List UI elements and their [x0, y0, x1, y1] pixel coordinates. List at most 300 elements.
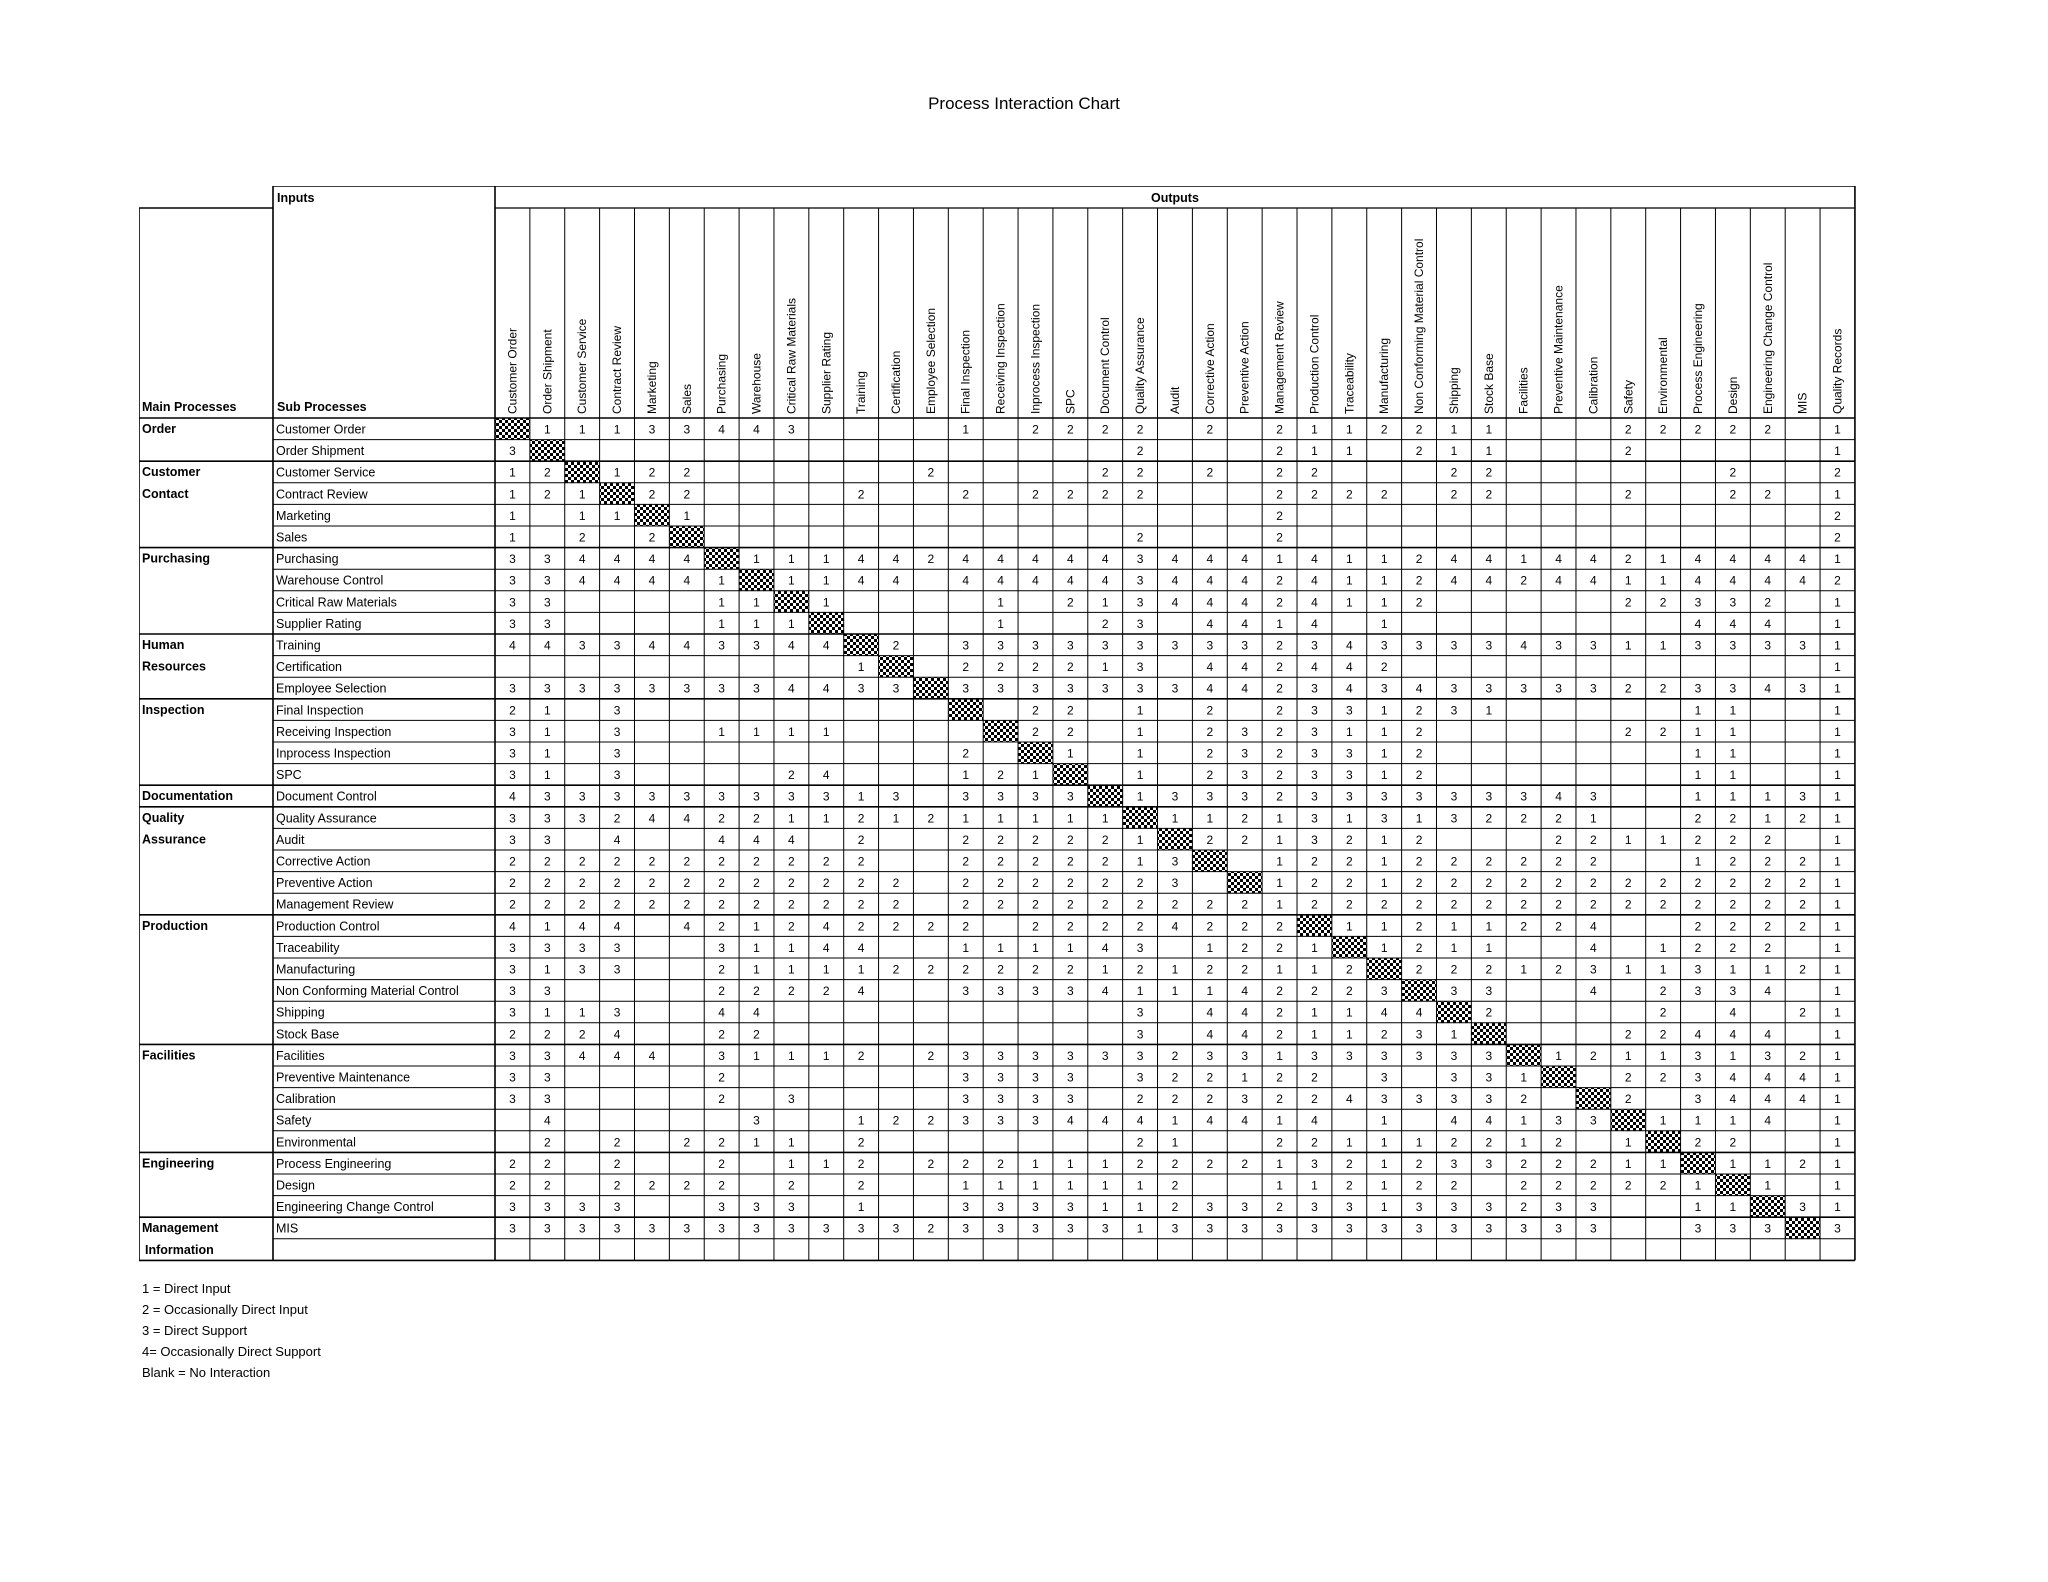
interaction-value: 3 — [1415, 1221, 1423, 1236]
interaction-value: 3 — [1380, 1048, 1388, 1063]
interaction-value: 2 — [1624, 1178, 1632, 1193]
interaction-value: 1 — [1834, 1200, 1841, 1215]
interaction-value: 2 — [1345, 876, 1353, 891]
interaction-value: 2 — [509, 1027, 516, 1042]
interaction-value: 3 — [753, 681, 760, 696]
interaction-value: 3 — [1032, 1092, 1039, 1107]
interaction-value: 1 — [1311, 444, 1318, 459]
interaction-value: 3 — [648, 789, 656, 804]
interaction-value: 1 — [857, 660, 865, 675]
interaction-value: 3 — [1485, 1070, 1493, 1085]
interaction-value: 1 — [1032, 940, 1039, 955]
interaction-value: 3 — [648, 422, 656, 437]
sub-process-label: MIS — [276, 1221, 299, 1236]
interaction-value: 2 — [683, 465, 691, 480]
interaction-value: 2 — [1520, 573, 1528, 588]
column-header: Preventive Maintenance — [1551, 285, 1566, 414]
interaction-value: 2 — [1415, 876, 1423, 891]
column-header: Stock Base — [1481, 353, 1496, 414]
interaction-value: 1 — [1101, 595, 1109, 610]
column-header: Receiving Inspection — [993, 303, 1008, 414]
interaction-value: 2 — [1520, 897, 1528, 912]
interaction-value: 4 — [1206, 1027, 1214, 1042]
sub-process-label: Quality Assurance — [276, 811, 377, 826]
interaction-value: 3 — [509, 1070, 516, 1085]
diagonal-cell — [1158, 828, 1193, 850]
interaction-value: 2 — [1276, 660, 1283, 675]
column-header: Design — [1725, 376, 1740, 414]
interaction-value: 3 — [1450, 1156, 1458, 1171]
interaction-value: 3 — [857, 681, 865, 696]
interaction-value: 2 — [1485, 487, 1493, 502]
interaction-value: 2 — [1032, 487, 1039, 502]
interaction-value: 4 — [648, 1048, 656, 1063]
interaction-value: 3 — [997, 1092, 1004, 1107]
interaction-value: 3 — [1101, 1221, 1109, 1236]
interaction-value: 2 — [1415, 919, 1423, 934]
interaction-value: 3 — [1450, 703, 1458, 718]
interaction-value: 1 — [1624, 1156, 1632, 1171]
interaction-value: 2 — [1590, 854, 1597, 869]
interaction-value: 4 — [1764, 1113, 1772, 1128]
interaction-value: 4 — [648, 811, 656, 826]
interaction-value: 3 — [1729, 984, 1737, 999]
interaction-value: 3 — [1136, 660, 1144, 675]
interaction-value: 3 — [613, 1005, 621, 1020]
interaction-value: 1 — [857, 962, 865, 977]
interaction-value: 4 — [753, 832, 760, 847]
interaction-value: 1 — [788, 940, 795, 955]
interaction-value: 2 — [1311, 984, 1318, 999]
interaction-value: 3 — [718, 789, 725, 804]
interaction-value: 2 — [1834, 573, 1841, 588]
interaction-value: 3 — [1136, 1070, 1144, 1085]
interaction-value: 2 — [927, 552, 935, 567]
interaction-value: 2 — [1032, 832, 1039, 847]
interaction-value: 3 — [1067, 681, 1074, 696]
interaction-value: 1 — [1136, 746, 1144, 761]
interaction-value: 1 — [1311, 940, 1318, 955]
interaction-value: 1 — [1834, 1156, 1841, 1171]
interaction-value: 1 — [1276, 811, 1283, 826]
column-header: Corrective Action — [1202, 323, 1217, 414]
interaction-value: 3 — [1032, 1113, 1039, 1128]
interaction-value: 2 — [1276, 638, 1283, 653]
diagonal-cell — [1018, 742, 1053, 764]
interaction-value: 2 — [1694, 811, 1702, 826]
interaction-value: 4 — [718, 422, 725, 437]
interaction-value: 4 — [1694, 1027, 1702, 1042]
sub-process-label: Purchasing — [276, 552, 339, 567]
interaction-value: 4 — [578, 1048, 586, 1063]
column-header: Training — [854, 371, 869, 414]
interaction-value: 2 — [1311, 487, 1318, 502]
interaction-value: 2 — [509, 854, 516, 869]
column-header: Engineering Change Control — [1760, 262, 1775, 414]
interaction-value: 1 — [1415, 811, 1423, 826]
interaction-value: 2 — [1624, 552, 1632, 567]
interaction-value: 1 — [1345, 811, 1353, 826]
interaction-value: 1 — [1834, 1178, 1841, 1193]
interaction-value: 2 — [1590, 1156, 1597, 1171]
sub-process-label: Facilities — [276, 1048, 325, 1063]
interaction-value: 1 — [543, 962, 551, 977]
interaction-value: 3 — [509, 1005, 516, 1020]
interaction-value: 1 — [753, 595, 760, 610]
interaction-value: 4 — [822, 681, 830, 696]
interaction-value: 1 — [543, 1005, 551, 1020]
interaction-value: 1 — [857, 1113, 865, 1128]
interaction-value: 2 — [1032, 724, 1039, 739]
interaction-value: 4 — [857, 573, 865, 588]
interaction-value: 1 — [718, 595, 725, 610]
main-process-label: Engineering — [142, 1156, 215, 1171]
interaction-value: 2 — [578, 854, 586, 869]
interaction-value: 1 — [1380, 854, 1388, 869]
interaction-value: 3 — [509, 681, 516, 696]
interaction-value: 2 — [578, 1027, 586, 1042]
interaction-value: 3 — [962, 1221, 970, 1236]
interaction-value: 3 — [543, 552, 551, 567]
interaction-value: 3 — [683, 789, 691, 804]
interaction-value: 1 — [822, 811, 830, 826]
interaction-value: 3 — [1345, 768, 1353, 783]
interaction-value: 3 — [509, 444, 516, 459]
interaction-value: 2 — [1067, 854, 1074, 869]
column-header: Critical Raw Materials — [784, 297, 799, 414]
diagonal-cell — [634, 504, 669, 526]
interaction-value: 3 — [857, 1221, 865, 1236]
interaction-value: 4 — [613, 573, 621, 588]
interaction-value: 1 — [1834, 681, 1841, 696]
interaction-value: 4 — [1206, 573, 1214, 588]
diagonal-cell — [1436, 1001, 1471, 1023]
diagonal-cell — [1367, 958, 1402, 980]
interaction-value: 2 — [1136, 1135, 1144, 1150]
interaction-value: 4 — [1241, 552, 1249, 567]
interaction-value: 1 — [1764, 962, 1772, 977]
interaction-value: 2 — [1555, 919, 1562, 934]
interaction-value: 2 — [1555, 1156, 1562, 1171]
interaction-value: 2 — [1694, 876, 1702, 891]
interaction-value: 1 — [1834, 832, 1841, 847]
interaction-value: 3 — [509, 1221, 516, 1236]
interaction-value: 2 — [1276, 1135, 1283, 1150]
interaction-value: 3 — [1241, 1200, 1249, 1215]
interaction-value: 1 — [822, 1156, 830, 1171]
interaction-value: 4 — [1311, 660, 1318, 675]
interaction-value: 3 — [1032, 1048, 1039, 1063]
interaction-value: 2 — [962, 897, 970, 912]
interaction-value: 1 — [1520, 1070, 1528, 1085]
interaction-value: 3 — [1345, 1048, 1353, 1063]
interaction-value: 1 — [1101, 1200, 1109, 1215]
interaction-value: 3 — [578, 681, 586, 696]
interaction-value: 2 — [1101, 876, 1109, 891]
interaction-value: 4 — [1241, 660, 1249, 675]
sub-process-label: SPC — [276, 768, 302, 783]
interaction-value: 2 — [1520, 1156, 1528, 1171]
interaction-value: 3 — [1555, 681, 1562, 696]
interaction-value: 3 — [962, 1048, 970, 1063]
interaction-value: 2 — [1590, 1048, 1597, 1063]
interaction-value: 4 — [1729, 616, 1737, 631]
column-header: SPC — [1063, 389, 1078, 414]
interaction-value: 3 — [1555, 1113, 1562, 1128]
interaction-value: 4 — [1764, 984, 1772, 999]
interaction-value: 4 — [1590, 984, 1597, 999]
interaction-value: 2 — [1415, 595, 1423, 610]
interaction-value: 3 — [1555, 1200, 1562, 1215]
interaction-value: 2 — [1067, 897, 1074, 912]
page-title: Process Interaction Chart — [928, 94, 1120, 113]
sub-process-label: Non Conforming Material Control — [276, 984, 459, 999]
interaction-value: 4 — [648, 638, 656, 653]
interaction-value: 3 — [1380, 638, 1388, 653]
diagonal-cell — [1541, 1066, 1576, 1088]
interaction-value: 1 — [1136, 724, 1144, 739]
interaction-value: 2 — [1834, 508, 1841, 523]
interaction-value: 4 — [1450, 1113, 1458, 1128]
interaction-value: 1 — [1380, 746, 1388, 761]
interaction-value: 2 — [718, 876, 725, 891]
interaction-value: 1 — [1834, 746, 1841, 761]
interaction-value: 2 — [1450, 854, 1458, 869]
column-header: Shipping — [1446, 367, 1461, 414]
interaction-value: 3 — [997, 681, 1004, 696]
interaction-value: 3 — [1032, 984, 1039, 999]
interaction-value: 2 — [683, 897, 691, 912]
interaction-value: 2 — [753, 1027, 760, 1042]
interaction-value: 3 — [1555, 638, 1562, 653]
interaction-value: 4 — [997, 552, 1004, 567]
interaction-value: 3 — [543, 1048, 551, 1063]
interaction-value: 2 — [1067, 962, 1074, 977]
interaction-value: 4 — [718, 1005, 725, 1020]
interaction-value: 2 — [1311, 854, 1318, 869]
interaction-value: 1 — [1276, 1178, 1283, 1193]
interaction-value: 3 — [1380, 681, 1388, 696]
interaction-value: 3 — [1764, 1048, 1772, 1063]
interaction-value: 2 — [857, 811, 865, 826]
interaction-value: 2 — [1276, 919, 1283, 934]
interaction-value: 3 — [578, 1200, 586, 1215]
interaction-value: 2 — [1241, 897, 1249, 912]
interaction-value: 3 — [1694, 984, 1702, 999]
interaction-value: 2 — [1729, 919, 1737, 934]
interaction-value: 4 — [1555, 552, 1562, 567]
interaction-value: 2 — [962, 854, 970, 869]
interaction-value: 2 — [1241, 940, 1249, 955]
interaction-value: 3 — [1729, 638, 1737, 653]
interaction-value: 1 — [1136, 1178, 1144, 1193]
interaction-value: 3 — [613, 746, 621, 761]
interaction-value: 4 — [1241, 595, 1249, 610]
interaction-value: 1 — [1101, 1178, 1109, 1193]
interaction-value: 3 — [1067, 984, 1074, 999]
interaction-value: 2 — [1799, 811, 1806, 826]
column-header: Certification — [889, 350, 904, 414]
interaction-value: 4 — [1032, 573, 1039, 588]
interaction-value: 2 — [1276, 487, 1283, 502]
interaction-value: 1 — [1834, 854, 1841, 869]
interaction-value: 4 — [892, 573, 900, 588]
interaction-value: 3 — [683, 422, 691, 437]
interaction-value: 4 — [1101, 552, 1109, 567]
interaction-value: 3 — [1311, 703, 1318, 718]
interaction-value: 2 — [962, 487, 970, 502]
interaction-value: 4 — [1101, 984, 1109, 999]
interaction-value: 3 — [997, 1048, 1004, 1063]
interaction-value: 2 — [648, 487, 656, 502]
interaction-value: 4 — [1729, 1005, 1737, 1020]
interaction-value: 1 — [1276, 854, 1283, 869]
interaction-value: 3 — [1311, 789, 1318, 804]
interaction-value: 3 — [1241, 1221, 1249, 1236]
interaction-value: 1 — [1834, 789, 1841, 804]
interaction-value: 4 — [613, 1027, 621, 1042]
interaction-value: 2 — [1171, 1178, 1179, 1193]
interaction-value: 3 — [1450, 1221, 1458, 1236]
interaction-value: 2 — [1276, 1200, 1283, 1215]
interaction-value: 1 — [822, 573, 830, 588]
interaction-value: 1 — [1729, 789, 1737, 804]
interaction-value: 2 — [1345, 1156, 1353, 1171]
interaction-value: 3 — [1171, 854, 1179, 869]
interaction-value: 3 — [753, 1221, 760, 1236]
interaction-value: 2 — [1485, 1005, 1493, 1020]
interaction-value: 2 — [1136, 1156, 1144, 1171]
main-process-label: Inspection — [142, 702, 205, 717]
interaction-value: 3 — [1311, 724, 1318, 739]
interaction-value: 1 — [1345, 919, 1353, 934]
interaction-value: 3 — [962, 1113, 970, 1128]
interaction-value: 3 — [1311, 1156, 1318, 1171]
interaction-value: 2 — [1380, 1027, 1388, 1042]
interaction-value: 2 — [613, 897, 621, 912]
interaction-value: 3 — [578, 638, 586, 653]
interaction-value: 1 — [543, 724, 551, 739]
interaction-value: 2 — [1415, 703, 1423, 718]
interaction-value: 3 — [1764, 1221, 1772, 1236]
sub-process-label: Receiving Inspection — [276, 724, 392, 739]
interaction-value: 3 — [1450, 1200, 1458, 1215]
interaction-value: 3 — [543, 1221, 551, 1236]
interaction-value: 1 — [753, 552, 760, 567]
interaction-value: 2 — [857, 876, 865, 891]
interaction-value: 1 — [578, 1005, 586, 1020]
interaction-value: 2 — [1555, 811, 1562, 826]
main-process-label: Documentation — [142, 789, 233, 804]
interaction-value: 2 — [683, 1178, 691, 1193]
interaction-value: 2 — [892, 876, 900, 891]
column-header: Purchasing — [714, 353, 729, 414]
diagonal-cell — [669, 526, 704, 548]
interaction-value: 2 — [1101, 854, 1109, 869]
interaction-value: 2 — [509, 1156, 516, 1171]
interaction-value: 1 — [1450, 444, 1458, 459]
interaction-value: 3 — [753, 1113, 760, 1128]
interaction-value: 2 — [997, 854, 1004, 869]
interaction-value: 2 — [822, 876, 830, 891]
interaction-value: 2 — [543, 854, 551, 869]
interaction-value: 1 — [1694, 1200, 1702, 1215]
interaction-value: 3 — [1136, 681, 1144, 696]
sub-process-label: Audit — [276, 832, 305, 847]
interaction-value: 3 — [1694, 1048, 1702, 1063]
interaction-value: 4 — [1485, 552, 1493, 567]
interaction-value: 2 — [857, 1156, 865, 1171]
column-header: Marketing — [644, 361, 659, 414]
interaction-value: 3 — [1136, 552, 1144, 567]
interaction-value: 2 — [1276, 1070, 1283, 1085]
interaction-value: 2 — [1311, 465, 1318, 480]
interaction-value: 2 — [822, 984, 830, 999]
interaction-value: 3 — [1345, 789, 1353, 804]
interaction-value: 4 — [1799, 552, 1806, 567]
column-header: Customer Service — [575, 318, 590, 414]
interaction-value: 2 — [1764, 854, 1772, 869]
interaction-value: 1 — [1834, 984, 1841, 999]
interaction-value: 1 — [1659, 1048, 1667, 1063]
interaction-value: 2 — [1345, 984, 1353, 999]
interaction-value: 1 — [543, 746, 551, 761]
interaction-value: 1 — [1659, 940, 1667, 955]
interaction-value: 2 — [1590, 876, 1597, 891]
interaction-value: 1 — [822, 724, 830, 739]
interaction-value: 2 — [1171, 1200, 1179, 1215]
interaction-value: 4 — [1590, 552, 1597, 567]
interaction-value: 2 — [1729, 940, 1737, 955]
interaction-value: 2 — [997, 660, 1004, 675]
main-process-label: Purchasing — [142, 551, 211, 566]
interaction-value: 2 — [1590, 832, 1597, 847]
interaction-value: 2 — [1067, 919, 1074, 934]
diagonal-cell — [495, 418, 530, 440]
interaction-value: 1 — [1659, 1113, 1667, 1128]
diagonal-cell — [1088, 785, 1123, 807]
interaction-value: 1 — [1624, 573, 1632, 588]
interaction-value: 2 — [1694, 832, 1702, 847]
interaction-value: 3 — [1520, 1221, 1528, 1236]
interaction-value: 3 — [1450, 638, 1458, 653]
interaction-value: 2 — [1067, 595, 1074, 610]
interaction-value: 2 — [1415, 832, 1423, 847]
interaction-value: 2 — [1345, 897, 1353, 912]
interaction-value: 1 — [1101, 962, 1109, 977]
interaction-value: 2 — [1764, 422, 1772, 437]
interaction-value: 2 — [648, 876, 656, 891]
interaction-value: 2 — [1624, 1092, 1632, 1107]
interaction-value: 4 — [1450, 573, 1458, 588]
interaction-value: 2 — [753, 811, 760, 826]
interaction-value: 3 — [788, 1092, 795, 1107]
interaction-value: 3 — [1380, 811, 1388, 826]
interaction-value: 1 — [962, 940, 970, 955]
sub-process-label: Corrective Action — [276, 854, 371, 869]
legend-item: 3 = Direct Support — [142, 1323, 248, 1338]
interaction-value: 2 — [788, 897, 795, 912]
interaction-value: 1 — [1380, 1135, 1388, 1150]
interaction-value: 2 — [927, 1156, 935, 1171]
sub-process-label: Customer Order — [276, 422, 366, 437]
sub-process-label: Document Control — [276, 789, 377, 804]
interaction-value: 3 — [1485, 638, 1493, 653]
interaction-value: 2 — [578, 530, 586, 545]
interaction-value: 1 — [1764, 1156, 1772, 1171]
interaction-value: 3 — [753, 1200, 760, 1215]
interaction-value: 1 — [1694, 854, 1702, 869]
